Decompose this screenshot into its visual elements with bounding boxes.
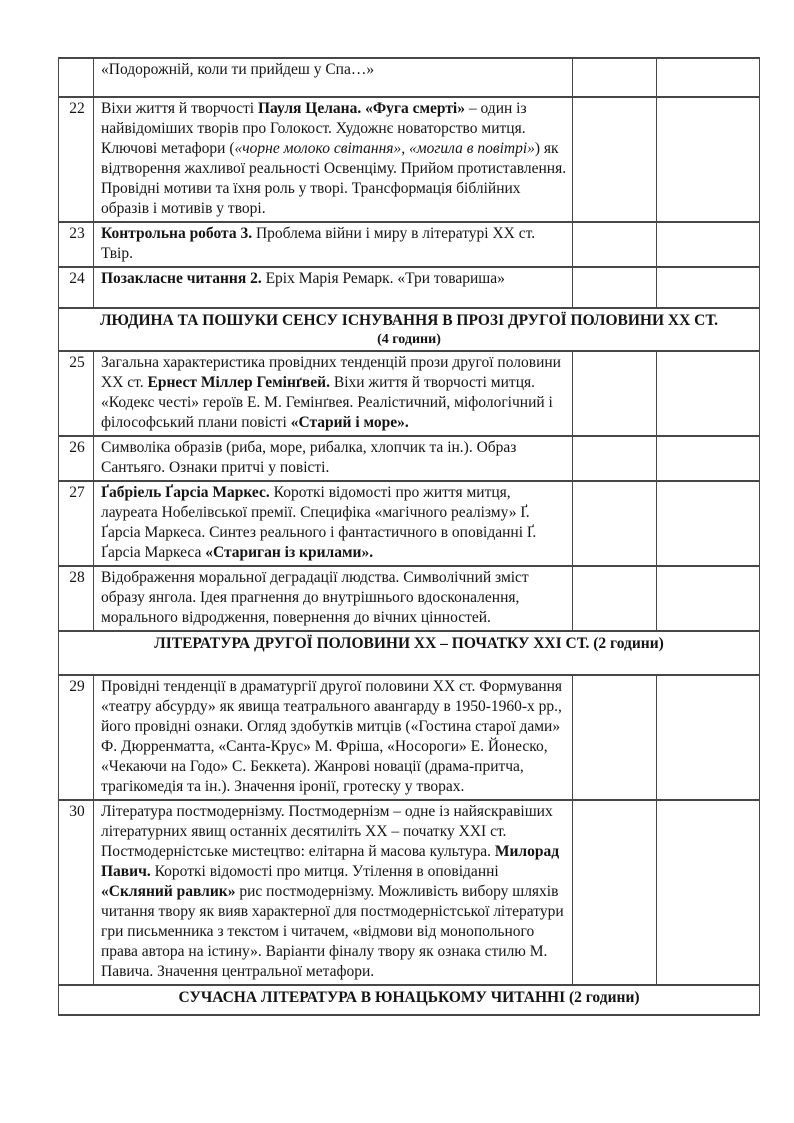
topic-text-segment: Загальна характеристика провідних тенденцій прози другої половини ХХ ст. <box>101 354 561 391</box>
lesson-number-cell: 30 <box>59 800 94 985</box>
lesson-topic-cell <box>94 481 573 566</box>
section-header-cell <box>59 631 760 675</box>
topic-text-segment: – один із найвідоміших творів про Голокост. Художнє новаторство митця. Ключові метафори ( <box>101 100 527 157</box>
lesson-number-cell: 24 <box>59 267 94 308</box>
hours-cell <box>573 436 657 481</box>
lesson-topic-cell <box>94 222 573 267</box>
hours-cell <box>573 222 657 267</box>
topic-text-segment: «Стариган із крилами». <box>205 544 374 561</box>
topic-text-segment: Література постмодернізму. Постмодернізм – одне із найяскравіших літературних явищ останніх десятиліть ХХ – початку ХХІ ст. Постмодерністське мистецтво: елітарна й масова культура. <box>101 803 553 860</box>
table-row <box>59 481 760 566</box>
hours-cell <box>573 267 657 308</box>
lesson-number-cell: 27 <box>59 481 94 566</box>
topic-text-segment: Короткі відомості про життя митця, лауреата Нобелівської премії. Специфіка «магічного реалізму» Ґ. Ґарсіа Маркеса. Синтез реального і фантастичного в оповіданні Ґ. Ґарсіа Маркеса <box>101 484 537 561</box>
lesson-number-cell: 29 <box>59 675 94 800</box>
hours-cell <box>573 97 657 222</box>
table-row <box>59 675 760 800</box>
table-row <box>59 97 760 222</box>
table-row <box>59 436 760 481</box>
notes-cell <box>657 481 760 566</box>
section-header-cell <box>59 985 760 1015</box>
section-header-cell <box>59 308 760 351</box>
hours-cell <box>573 481 657 566</box>
lesson-number-cell: 25 <box>59 351 94 436</box>
notes-cell <box>657 267 760 308</box>
lesson-topic-cell <box>94 566 573 631</box>
topic-text-segment: Символіка образів (риба, море, рибалка, хлопчик та ін.). Образ Сантьяго. Ознаки притчі у повісті. <box>101 439 517 476</box>
lesson-topic-cell <box>94 267 573 308</box>
topic-text-segment: «Подорожній, коли ти прийдеш у Спа…» <box>101 61 375 78</box>
topic-text-segment: Провідні тенденції в драматургії другої половини ХХ ст. Формування «театру абсурду» як явища театрального авангарду в 1950-1960-х рр., його провідні ознаки. Огляд здобутків митців («Гостина старої дами» Ф. Дюрренматта, «Санта-Крус» М. Фріша, «Носороги» Е. Йонеско, «Чекаючи на Годо» С. Беккета). Жанрові новації (драма-притча, трагікомедія та ін.). Значення іронії, гротеску у творах. <box>101 678 563 795</box>
topic-text-segment: Ернест Міллер Гемінґвей. <box>147 374 330 391</box>
hours-cell <box>573 566 657 631</box>
table-row <box>59 267 760 308</box>
hours-cell <box>573 351 657 436</box>
topic-text-segment: Позакласне читання 2. <box>101 270 262 287</box>
section-title: ЛЮДИНА ТА ПОШУКИ СЕНСУ ІСНУВАННЯ В ПРОЗІ ДРУГОЇ ПОЛОВИНИ ХХ СТ. <box>99 312 719 329</box>
table-row <box>59 222 760 267</box>
section-header-row <box>59 308 760 351</box>
section-title: СУЧАСНА ЛІТЕРАТУРА В ЮНАЦЬКОМУ ЧИТАННІ (2 години) <box>178 989 640 1006</box>
section-hours: (4 години) <box>377 332 441 347</box>
lesson-topic-cell <box>94 97 573 222</box>
table-row <box>59 800 760 985</box>
topic-text-segment: Віхи життя й творчості митця. «Кодекс честі» героїв Е. М. Гемінґвея. Реалістичний, міфологічний і філософський плани повісті <box>101 374 553 431</box>
topic-text-segment: Еріх Марія Ремарк. «Три товариша» <box>261 270 505 287</box>
notes-cell <box>657 436 760 481</box>
notes-cell <box>657 222 760 267</box>
table-row <box>59 351 760 436</box>
notes-cell <box>657 675 760 800</box>
topic-text-segment: Милорад Павич. <box>101 843 560 880</box>
topic-text-segment: Проблема війни і миру в літературі ХХ ст. Твір. <box>101 225 536 262</box>
lesson-number-cell: 28 <box>59 566 94 631</box>
lesson-number-cell: 22 <box>59 97 94 222</box>
lesson-number-cell <box>59 58 94 97</box>
hours-cell <box>573 58 657 97</box>
topic-text-segment: «Старий і море». <box>290 414 409 431</box>
topic-text-segment: Пауля Целана. «Фуга смерті» <box>257 100 465 117</box>
table-row <box>59 566 760 631</box>
topic-text-segment: Ґабріель Ґарсіа Маркес. <box>101 484 270 501</box>
section-title: ЛІТЕРАТУРА ДРУГОЇ ПОЛОВИНИ ХХ – ПОЧАТКУ ХХІ СТ. (2 години) <box>154 635 664 652</box>
topic-text-segment: Короткі відомості про митця. Утілення в оповіданні <box>150 863 499 880</box>
lesson-number-cell: 23 <box>59 222 94 267</box>
lesson-topic-cell <box>94 58 573 97</box>
hours-cell <box>573 675 657 800</box>
lesson-number-cell: 26 <box>59 436 94 481</box>
topic-text-segment: ) як відтворення жахливої реальності Освенціму. Прийом протиставлення. Провідні мотиви та їхня роль у творі. Трансформація біблійних образів і мотивів у творі. <box>101 140 567 217</box>
notes-cell <box>657 58 760 97</box>
notes-cell <box>657 97 760 222</box>
section-header-row <box>59 985 760 1015</box>
curriculum-table <box>58 57 760 1016</box>
lesson-topic-cell <box>94 800 573 985</box>
topic-text-segment: Відображення моральної деградації людства. Символічний зміст образу янгола. Ідея прагнення до внутрішнього вдосконалення, морального відродження, повернення до вічних цінностей. <box>101 569 529 626</box>
notes-cell <box>657 800 760 985</box>
table-row <box>59 58 760 97</box>
topic-text-segment: «Скляний равлик» <box>101 883 236 900</box>
topic-text-segment: «чорне молоко світання», «могила в повітрі» <box>234 140 535 157</box>
notes-cell <box>657 566 760 631</box>
lesson-topic-cell <box>94 675 573 800</box>
topic-text-segment: рис постмодернізму. Можливість вибору шляхів читання твору як вияв характерної для постмодерністської літератури гри письменника з текстом і читачем, «відмови від монопольного права автора на істину». Варіанти фіналу твору як ознака стилю М. Павича. Значення центральної метафори. <box>101 883 564 980</box>
curriculum-table-body <box>59 58 760 1015</box>
lesson-topic-cell <box>94 351 573 436</box>
section-header-row <box>59 631 760 675</box>
topic-text-segment: Віхи життя й творчості <box>101 100 258 117</box>
notes-cell <box>657 351 760 436</box>
topic-text-segment: Контрольна робота 3. <box>101 225 253 242</box>
hours-cell <box>573 800 657 985</box>
lesson-topic-cell <box>94 436 573 481</box>
